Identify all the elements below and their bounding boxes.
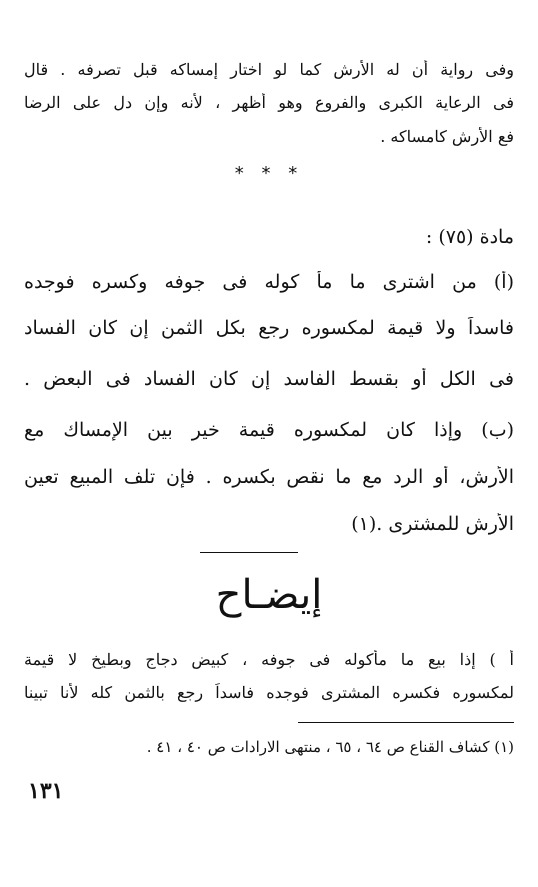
page-number: ١٣١ xyxy=(28,778,64,804)
clause-a-line-3: فى الكل أو بقسط الفاسد إن كان الفساد فى البعض . xyxy=(24,368,514,390)
explanation-heading: إيضـاح xyxy=(215,572,323,618)
footnote: (١) كشاف القناع ص ٦٤ ، ٦٥ ، منتهى الارادات ص ٤٠ ، ٤١ . xyxy=(146,738,514,756)
article-title: مادة (٧٥) : xyxy=(425,226,514,248)
intro-line-1: وفى رواية أن له الأرش كما لو اختار إمساكه قبل تصرفه . قال xyxy=(24,60,514,79)
section-separator: * * * xyxy=(234,163,304,184)
clause-b-line-2: الأرش، أو الرد مع ما نقص بكسره . فإن تلف المبيع تعين xyxy=(24,466,514,488)
clause-b-line-1: (ب) وإذا كان لمكسوره قيمة خير بين الإمساك مع xyxy=(24,419,514,441)
clause-b-line-3: الأرش للمشترى .(١) xyxy=(351,513,514,535)
explanation-line-1: أ ) إذا بيع ما مأكوله فى جوفه ، كبيض دجاج وبطيخ لا قيمة xyxy=(24,650,514,669)
clause-a-line-1: (أ) من اشترى ما مأ كوله فى جوفه وكسره فوجده xyxy=(24,271,514,293)
footnote-rule xyxy=(298,722,514,723)
clause-a-line-2: فاسداً ولا قيمة لمكسوره رجع بكل الثمن إن كان الفساد xyxy=(24,317,514,339)
intro-line-2: فى الرعاية الكبرى والفروع وهو أظهر ، لأنه وإن دل على الرضا xyxy=(24,93,514,112)
heading-rule xyxy=(200,552,298,553)
explanation-line-2: لمكسوره فكسره المشترى فوجده فاسداً رجع بالثمن كله لأنا تبينا xyxy=(24,683,514,702)
intro-line-3: فع الأرش كامساكه . xyxy=(380,127,514,146)
